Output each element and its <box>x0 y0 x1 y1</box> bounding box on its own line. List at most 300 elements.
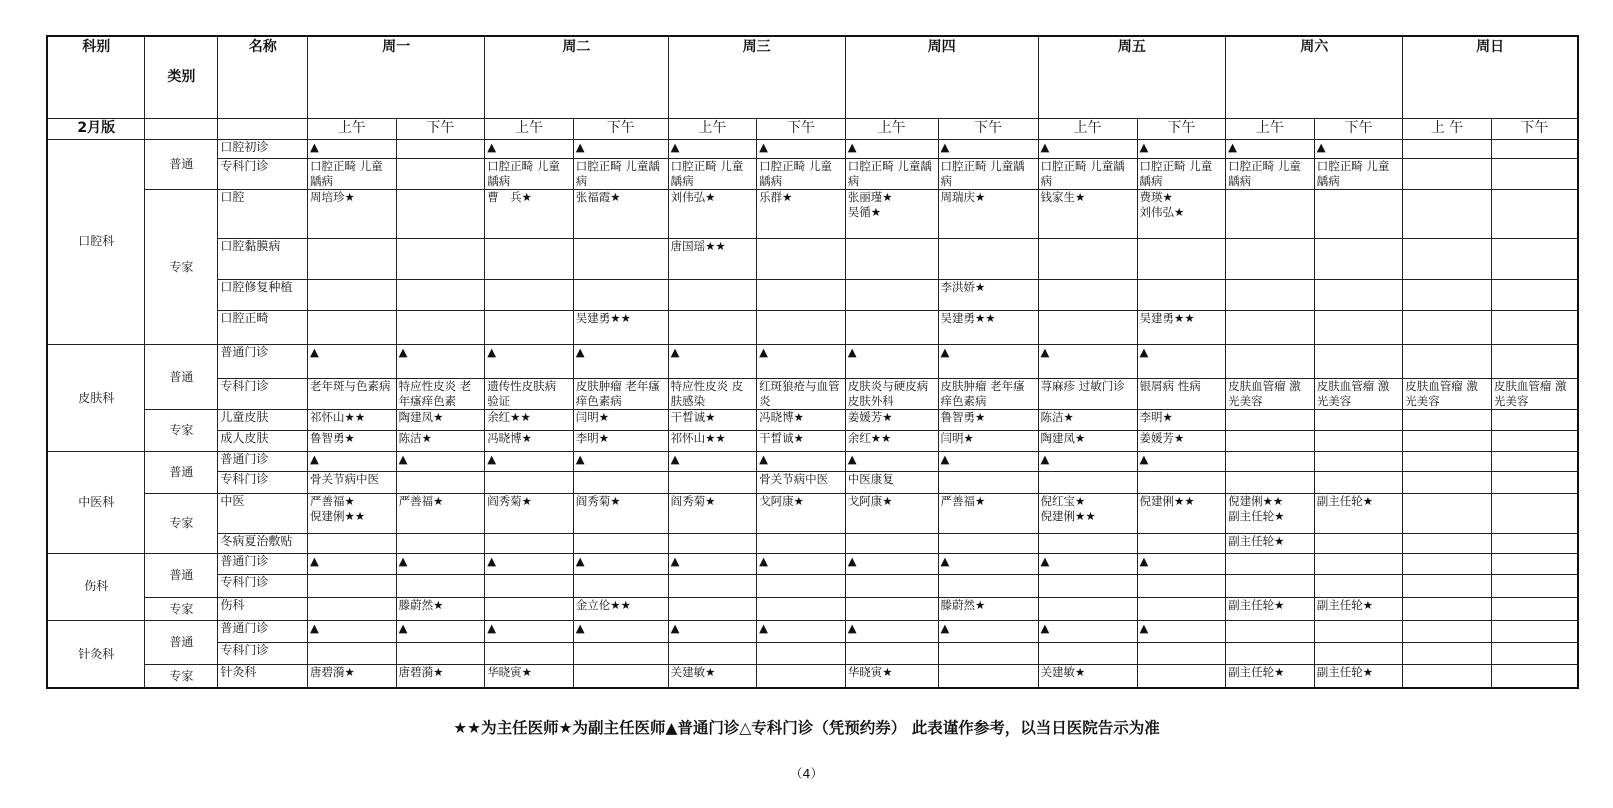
header-row <box>47 36 1578 118</box>
schedule-cell <box>757 597 846 620</box>
schedule-cell <box>1137 344 1226 378</box>
cell-text: ▲ <box>1040 344 1050 359</box>
cell-text: ▲ <box>487 344 497 359</box>
schedule-cell <box>845 574 938 597</box>
cell-text: 口腔正畸 儿童龋病 <box>759 159 832 189</box>
cell-text: ▲ <box>670 621 680 636</box>
schedule-cell <box>485 310 574 344</box>
schedule-cell <box>573 643 668 665</box>
schedule-cell <box>485 553 574 574</box>
schedule-cell <box>396 410 485 431</box>
schedule-cell <box>757 643 846 665</box>
schedule-cell <box>757 533 846 553</box>
schedule-cell <box>938 665 1038 688</box>
schedule-cell <box>308 139 397 158</box>
schedule-cell <box>396 452 485 472</box>
cell-text: ▲ <box>1040 553 1050 568</box>
cell-text: 滕蔚然★ <box>398 597 444 612</box>
schedule-cell <box>308 190 397 239</box>
table-row <box>47 643 1578 665</box>
schedule-cell <box>485 574 574 597</box>
schedule-cell <box>1038 190 1137 239</box>
schedule-cell <box>1137 493 1226 533</box>
schedule-cell <box>845 621 938 643</box>
schedule-cell <box>1137 643 1226 665</box>
cell-text: 干晳诚★ <box>759 431 804 446</box>
schedule-cell <box>668 621 757 643</box>
schedule-cell <box>1403 472 1492 493</box>
schedule-cell <box>1226 665 1315 688</box>
cell-text: 鲁智勇★ <box>940 410 986 425</box>
schedule-cell <box>1038 553 1137 574</box>
cell-text: 姜媛芳★ <box>847 410 893 425</box>
cell-text: 严善福★ <box>310 493 355 508</box>
cell-text: ▲ <box>1228 139 1237 154</box>
schedule-cell <box>668 239 757 279</box>
category-cell: 普通 <box>145 621 218 665</box>
schedule-cell <box>1491 553 1578 574</box>
category-cell: 专家 <box>145 190 218 345</box>
schedule-cell <box>308 310 397 344</box>
schedule-cell <box>1403 553 1492 574</box>
session-label: 下午 <box>396 118 485 139</box>
schedule-cell <box>485 344 574 378</box>
clinic-type-cell: 口腔正畸 <box>218 310 308 344</box>
category-cell: 普通 <box>145 139 218 189</box>
schedule-cell <box>1226 344 1315 378</box>
schedule-cell <box>1491 344 1578 378</box>
schedule-cell <box>1038 310 1137 344</box>
schedule-cell <box>1314 597 1403 620</box>
cell-text: 刘伟弘★ <box>670 190 716 205</box>
cell-text: 骨关节病中医 <box>759 472 829 487</box>
cell-text: ▲ <box>759 452 769 467</box>
schedule-cell <box>1491 310 1578 344</box>
table-row <box>47 493 1578 533</box>
schedule-cell <box>485 533 574 553</box>
schedule-cell <box>1314 431 1403 452</box>
schedule-cell <box>668 159 757 190</box>
schedule-cell <box>1226 431 1315 452</box>
cell-text: 皮肤血管瘤 激光美容 <box>1228 379 1301 409</box>
schedule-cell <box>1137 279 1226 310</box>
dept-cell: 口腔科 <box>47 139 145 344</box>
schedule-cell <box>573 431 668 452</box>
cell-text: 中医康复 <box>847 472 894 487</box>
category-header: 类别 <box>145 36 218 118</box>
schedule-cell <box>1403 190 1492 239</box>
cell-text: ▲ <box>847 553 857 568</box>
schedule-cell <box>1137 533 1226 553</box>
schedule-cell <box>757 379 846 410</box>
schedule-cell <box>1314 344 1403 378</box>
cell-text: 倪建俐★★ <box>1139 493 1195 508</box>
schedule-cell <box>1226 533 1315 553</box>
day-header-thu: 周四 <box>845 36 1038 118</box>
cell-text: 周培珍★ <box>310 190 355 205</box>
schedule-cell <box>845 310 938 344</box>
cell-text: ▲ <box>1040 621 1050 636</box>
schedule-cell <box>1403 452 1492 472</box>
schedule-cell <box>1038 379 1137 410</box>
schedule-cell <box>1226 452 1315 472</box>
schedule-cell <box>1137 239 1226 279</box>
schedule-cell <box>1226 621 1315 643</box>
cell-text: ▲ <box>940 344 950 359</box>
cell-text: 张福霞★ <box>575 190 621 205</box>
schedule-cell <box>308 574 397 597</box>
table-row <box>47 279 1578 310</box>
cell-text: 滕蔚然★ <box>940 597 986 612</box>
cell-text: 特应性皮炎 老年瘙痒色素 <box>398 379 472 409</box>
cell-text: 干晳诚★ <box>670 410 716 425</box>
session-label: 下午 <box>1314 118 1403 139</box>
schedule-cell <box>845 665 938 688</box>
schedule-cell <box>1038 493 1137 533</box>
schedule-cell <box>938 410 1038 431</box>
schedule-cell <box>1137 574 1226 597</box>
schedule-cell <box>573 379 668 410</box>
schedule-cell <box>1491 239 1578 279</box>
dept-cell: 中医科 <box>47 452 145 553</box>
session-label: 上午 <box>845 118 938 139</box>
schedule-cell <box>1226 643 1315 665</box>
schedule-cell <box>1038 621 1137 643</box>
schedule-cell <box>573 665 668 688</box>
cell-text: 李明★ <box>1139 410 1173 425</box>
schedule-cell <box>308 621 397 643</box>
schedule-cell <box>1403 239 1492 279</box>
cell-text: ▲ <box>1040 452 1050 467</box>
dept-header: 科别 <box>47 36 145 118</box>
cell-text: ▲ <box>847 344 857 359</box>
day-header-mon: 周一 <box>308 36 485 118</box>
schedule-cell <box>1226 597 1315 620</box>
cell-text: 陈洁★ <box>1040 410 1074 425</box>
cell-text: 阎秀菊★ <box>670 493 716 508</box>
cell-text: ▲ <box>759 344 769 359</box>
schedule-cell <box>573 472 668 493</box>
table-row <box>47 574 1578 597</box>
session-label: 下午 <box>1491 118 1578 139</box>
schedule-cell <box>1137 621 1226 643</box>
table-row <box>47 310 1578 344</box>
schedule-cell <box>1038 139 1137 158</box>
table-row <box>47 597 1578 620</box>
clinic-type-cell: 普通门诊 <box>218 452 308 472</box>
schedule-cell <box>668 431 757 452</box>
schedule-cell <box>1226 159 1315 190</box>
cell-text: 周瑞庆★ <box>940 190 986 205</box>
schedule-cell <box>1137 159 1226 190</box>
schedule-cell <box>1403 431 1492 452</box>
cell-text: 张丽瑾★ <box>847 190 893 205</box>
schedule-cell <box>845 379 938 410</box>
schedule-cell <box>757 472 846 493</box>
schedule-cell <box>938 597 1038 620</box>
schedule-cell <box>1226 239 1315 279</box>
schedule-cell <box>668 344 757 378</box>
schedule-cell <box>1226 279 1315 310</box>
cell-text: 副主任轮★ <box>1228 508 1285 523</box>
category-cell: 专家 <box>145 410 218 452</box>
table-row <box>47 472 1578 493</box>
cell-text: 老年斑与色素病 <box>310 379 391 394</box>
schedule-cell <box>1137 410 1226 431</box>
schedule-cell <box>668 472 757 493</box>
schedule-cell <box>1403 310 1492 344</box>
clinic-schedule-table <box>46 35 1579 689</box>
schedule-cell <box>1314 553 1403 574</box>
schedule-cell <box>1491 139 1578 158</box>
schedule-cell <box>1491 493 1578 533</box>
cell-text: 李洪娇★ <box>940 279 986 294</box>
schedule-cell <box>938 379 1038 410</box>
session-label: 上午 <box>668 118 757 139</box>
clinic-type-cell: 口腔 <box>218 190 308 239</box>
cell-text: 口腔正畸 儿童龋病 <box>1040 159 1125 189</box>
schedule-cell <box>1314 665 1403 688</box>
cell-text: 华晓寅★ <box>487 665 532 680</box>
cell-text: ▲ <box>398 621 408 636</box>
schedule-cell <box>1137 553 1226 574</box>
schedule-cell <box>757 344 846 378</box>
schedule-cell <box>1403 665 1492 688</box>
table-row <box>47 553 1578 574</box>
schedule-cell <box>757 139 846 158</box>
schedule-cell <box>1403 597 1492 620</box>
table-row <box>47 139 1578 158</box>
cell-text: 陶建凤★ <box>1040 431 1086 446</box>
schedule-cell <box>845 344 938 378</box>
cell-text: 皮肤血管瘤 激光美容 <box>1493 379 1567 409</box>
schedule-cell <box>1491 431 1578 452</box>
schedule-cell <box>1038 410 1137 431</box>
schedule-cell <box>1403 643 1492 665</box>
cell-text: ▲ <box>670 452 680 467</box>
cell-text: ▲ <box>310 621 319 636</box>
schedule-cell <box>396 533 485 553</box>
clinic-type-cell: 专科门诊 <box>218 379 308 410</box>
cell-text: 乐群★ <box>759 190 793 205</box>
schedule-cell <box>757 279 846 310</box>
schedule-cell <box>1038 643 1137 665</box>
schedule-cell <box>1403 493 1492 533</box>
cell-text: ▲ <box>670 344 680 359</box>
schedule-cell <box>1491 597 1578 620</box>
day-header-tue: 周二 <box>485 36 668 118</box>
cell-text: ▲ <box>847 452 857 467</box>
schedule-cell <box>938 493 1038 533</box>
cell-text: ▲ <box>1316 139 1326 154</box>
schedule-cell <box>485 379 574 410</box>
cell-text: 副主任轮★ <box>1316 665 1374 680</box>
schedule-cell <box>1226 493 1315 533</box>
schedule-cell <box>485 621 574 643</box>
schedule-cell <box>1314 379 1403 410</box>
schedule-cell <box>938 452 1038 472</box>
schedule-cell <box>485 431 574 452</box>
schedule-cell <box>938 431 1038 452</box>
schedule-cell <box>573 410 668 431</box>
schedule-cell <box>396 239 485 279</box>
schedule-cell <box>1403 159 1492 190</box>
session-blank <box>145 118 218 139</box>
cell-text: ▲ <box>847 621 857 636</box>
schedule-cell <box>1491 472 1578 493</box>
schedule-cell <box>396 472 485 493</box>
schedule-cell <box>757 239 846 279</box>
schedule-cell <box>485 493 574 533</box>
cell-text: ▲ <box>398 344 408 359</box>
table-row <box>47 431 1578 452</box>
session-label: 下午 <box>757 118 846 139</box>
cell-text: ▲ <box>1139 139 1149 154</box>
cell-text: 冯晓博★ <box>487 431 532 446</box>
schedule-cell <box>1403 379 1492 410</box>
cell-text: 曹 兵★ <box>487 190 532 205</box>
clinic-type-cell: 口腔修复种植 <box>218 279 308 310</box>
clinic-type-cell: 中医 <box>218 493 308 533</box>
schedule-cell <box>396 159 485 190</box>
schedule-cell <box>1403 533 1492 553</box>
schedule-cell <box>396 139 485 158</box>
schedule-cell <box>1226 410 1315 431</box>
cell-text: 皮肤血管瘤 激光美容 <box>1316 379 1390 409</box>
clinic-type-cell: 普通门诊 <box>218 621 308 643</box>
schedule-cell <box>1137 597 1226 620</box>
cell-text: ▲ <box>940 621 950 636</box>
schedule-cell <box>757 452 846 472</box>
schedule-cell <box>668 190 757 239</box>
cell-text: 吴建勇★★ <box>940 310 996 325</box>
schedule-cell <box>1038 159 1137 190</box>
schedule-cell <box>1137 379 1226 410</box>
cell-text: 副主任轮★ <box>1316 493 1374 508</box>
cell-text: 皮肤肿瘤 老年瘙痒色素病 <box>575 379 660 409</box>
page-number: （4） <box>790 766 823 781</box>
schedule-cell <box>485 665 574 688</box>
schedule-cell <box>396 665 485 688</box>
day-header-wed: 周三 <box>668 36 845 118</box>
cell-text: ▲ <box>1139 344 1149 359</box>
schedule-cell <box>1491 574 1578 597</box>
day-header-sat: 周六 <box>1226 36 1403 118</box>
cell-text: 陈洁★ <box>398 431 432 446</box>
session-label: 上午 <box>308 118 397 139</box>
name-header: 名称 <box>218 36 308 118</box>
dept-cell: 针灸科 <box>47 621 145 688</box>
schedule-cell <box>668 310 757 344</box>
cell-text: ▲ <box>1139 621 1149 636</box>
category-cell: 专家 <box>145 597 218 620</box>
schedule-cell <box>1038 533 1137 553</box>
schedule-cell <box>485 190 574 239</box>
schedule-cell <box>1226 553 1315 574</box>
cell-text: ▲ <box>759 139 769 154</box>
legend-note: ★★为主任医师★为副主任医师▲普通门诊△专科门诊（凭预约券） 此表谨作参考，以当日医院告示为准 <box>453 719 1160 737</box>
clinic-type-cell: 冬病夏治敷贴 <box>218 533 308 553</box>
clinic-type-cell: 普通门诊 <box>218 553 308 574</box>
schedule-cell <box>668 643 757 665</box>
cell-text: 姜媛芳★ <box>1139 431 1185 446</box>
cell-text: ▲ <box>847 139 857 154</box>
schedule-cell <box>1137 452 1226 472</box>
schedule-cell <box>573 344 668 378</box>
schedule-cell <box>938 159 1038 190</box>
schedule-cell <box>1137 431 1226 452</box>
cell-text: 口腔正畸 儿童龋病 <box>487 159 560 189</box>
schedule-cell <box>938 621 1038 643</box>
cell-text: 费瑛★ <box>1139 190 1173 205</box>
clinic-type-cell: 成人皮肤 <box>218 431 308 452</box>
schedule-cell <box>1038 344 1137 378</box>
schedule-cell <box>485 159 574 190</box>
cell-text: 冯晓博★ <box>759 410 804 425</box>
schedule-cell <box>1403 574 1492 597</box>
schedule-cell <box>1314 621 1403 643</box>
schedule-cell <box>308 472 397 493</box>
cell-text: 余红★★ <box>487 410 531 425</box>
schedule-cell <box>845 239 938 279</box>
cell-text: 严善福★ <box>940 493 986 508</box>
session-label: 上午 <box>1038 118 1137 139</box>
session-row <box>47 118 1578 139</box>
cell-text: 唐碧漪★ <box>310 665 355 680</box>
cell-text: 关建敏★ <box>670 665 716 680</box>
schedule-cell <box>396 190 485 239</box>
schedule-cell <box>308 533 397 553</box>
schedule-cell <box>1491 379 1578 410</box>
schedule-cell <box>757 574 846 597</box>
schedule-cell <box>1137 665 1226 688</box>
schedule-cell <box>1226 379 1315 410</box>
session-label: 上 午 <box>1403 118 1492 139</box>
schedule-cell <box>485 410 574 431</box>
table-row <box>47 665 1578 688</box>
schedule-cell <box>668 597 757 620</box>
schedule-cell <box>308 239 397 279</box>
schedule-cell <box>1403 621 1492 643</box>
cell-text: 金立伦★★ <box>575 597 631 612</box>
schedule-cell <box>1403 344 1492 378</box>
table-row <box>47 533 1578 553</box>
schedule-cell <box>396 574 485 597</box>
edition-label: 2月版 <box>47 118 145 139</box>
schedule-cell <box>308 452 397 472</box>
table-row <box>47 159 1578 190</box>
cell-text: 皮肤炎与硬皮病 皮肤外科 <box>847 379 929 409</box>
schedule-cell <box>1314 310 1403 344</box>
session-label: 上午 <box>485 118 574 139</box>
schedule-cell <box>485 452 574 472</box>
schedule-cell <box>757 553 846 574</box>
schedule-cell <box>308 665 397 688</box>
schedule-cell <box>1491 410 1578 431</box>
schedule-cell <box>845 190 938 239</box>
schedule-cell <box>668 379 757 410</box>
schedule-cell <box>1038 279 1137 310</box>
schedule-cell <box>485 597 574 620</box>
schedule-cell <box>308 431 397 452</box>
schedule-cell <box>938 279 1038 310</box>
clinic-type-cell: 专科门诊 <box>218 472 308 493</box>
schedule-cell <box>1137 310 1226 344</box>
schedule-cell <box>938 643 1038 665</box>
cell-text: ▲ <box>670 139 680 154</box>
schedule-cell <box>1314 239 1403 279</box>
schedule-cell <box>668 665 757 688</box>
